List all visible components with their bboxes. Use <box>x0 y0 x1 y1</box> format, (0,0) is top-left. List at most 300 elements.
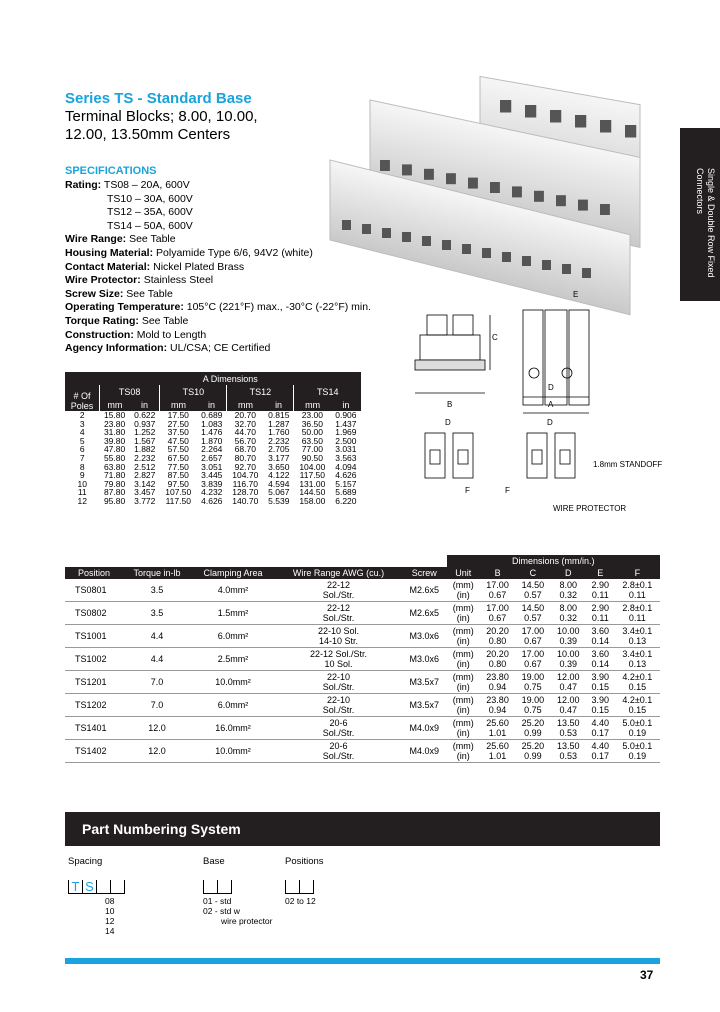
spec-row <box>65 342 395 356</box>
table-cell: 3.177 <box>268 452 290 463</box>
table-cell: 1.476 <box>201 427 223 438</box>
spacing-box <box>110 880 125 894</box>
unit-header: mm <box>100 398 130 411</box>
terminal-hole <box>402 232 411 242</box>
f-value: 0.15 <box>628 705 647 715</box>
table-cell: 6 <box>79 444 85 455</box>
table-cell: 1.287 <box>268 418 290 429</box>
dim-label-d-2: D <box>445 418 451 427</box>
terminal-hole <box>582 268 591 278</box>
b-cell <box>480 648 515 671</box>
f-value: 3.4±0.1 <box>622 626 653 636</box>
e-value: 0.15 <box>591 705 610 715</box>
table-cell: 57.50 <box>167 444 189 455</box>
d-value: 0.32 <box>559 590 578 600</box>
dim-label-a: A <box>548 400 554 409</box>
torque-cell: 7.0 <box>123 694 191 717</box>
footer-bar <box>65 958 660 964</box>
b-cell <box>480 579 515 602</box>
d-cell <box>551 671 586 694</box>
table-cell: 95.80 <box>103 495 126 506</box>
table-cell: 1.437 <box>335 418 357 429</box>
b-value: 0.80 <box>488 636 507 646</box>
wire-value: 22-10 <box>326 695 350 705</box>
e-cell <box>586 694 615 717</box>
column-header: C <box>515 567 550 579</box>
column-header: Screw <box>402 567 447 579</box>
wire-cell <box>275 740 402 763</box>
spec-row <box>65 329 395 343</box>
spec-rating-line: TS08 – 20A, 600V <box>103 179 190 191</box>
table-cell: 4.626 <box>201 495 223 506</box>
base-boxes <box>203 876 232 894</box>
terminal-hole <box>422 236 431 246</box>
positions-box <box>285 880 299 894</box>
c-value: 17.00 <box>521 649 545 659</box>
wire-cell <box>275 625 402 648</box>
table-cell: 5.067 <box>268 487 290 498</box>
b-cell <box>480 740 515 763</box>
column-header: D <box>551 567 586 579</box>
d-cell <box>551 579 586 602</box>
table-cell: 140.70 <box>232 495 259 506</box>
unit-value: (mm) <box>452 580 474 590</box>
spec-value: See Table <box>126 287 173 300</box>
b-cell <box>480 671 515 694</box>
unit-cell <box>447 717 480 740</box>
table-cell: 5 <box>79 435 85 446</box>
screw-cell: M4.0x9 <box>402 717 447 740</box>
table-cell: 63.50 <box>301 435 323 446</box>
spec-label: Wire Protector: <box>65 274 141 287</box>
table-cell: 2.232 <box>134 452 156 463</box>
wire-value: Sol./Str. <box>322 682 355 692</box>
b-value: 1.01 <box>488 728 507 738</box>
table-cell: 3.031 <box>335 444 357 455</box>
part-numbering-title: Part Numbering System <box>82 821 241 837</box>
dim-label-c: C <box>492 333 498 342</box>
c-value: 0.67 <box>524 636 542 646</box>
table-cell: 55.80 <box>103 452 126 463</box>
spec-value: UL/CSA; CE Certified <box>170 342 271 355</box>
base-box <box>217 880 232 894</box>
f-cell <box>615 694 660 717</box>
spacing-box <box>96 880 110 894</box>
torque-cell: 12.0 <box>123 740 191 763</box>
spec-value: Nickel Plated Brass <box>153 260 245 273</box>
table-cell: 2.705 <box>268 444 290 455</box>
wire-value: 22-12 <box>326 580 350 590</box>
f-value: 4.2±0.1 <box>622 672 653 682</box>
spec-row <box>65 288 395 302</box>
d-value: 8.00 <box>559 603 578 613</box>
wire-cell <box>275 579 402 602</box>
table-cell: 117.50 <box>299 470 326 481</box>
screw-cell: M3.0x6 <box>402 648 447 671</box>
table-cell: 0.906 <box>335 410 357 420</box>
e-cell <box>586 579 615 602</box>
series-group-header: TS12 <box>227 385 294 398</box>
side-view-drawing <box>415 315 490 393</box>
table-cell: 2 <box>79 410 85 420</box>
dim-label-f-2: F <box>505 486 510 495</box>
spec-row <box>65 247 395 261</box>
poles-header: # Of Poles <box>65 372 100 411</box>
d-cell <box>551 694 586 717</box>
terminal-hole <box>542 260 551 270</box>
table-row <box>65 717 660 740</box>
clamping-area-cell: 4.0mm² <box>191 579 275 602</box>
table-cell: 11 <box>77 487 87 498</box>
e-value: 3.60 <box>591 626 610 636</box>
specs-table <box>65 555 660 763</box>
table-cell: 23.00 <box>301 410 323 420</box>
f-value: 0.11 <box>628 613 646 623</box>
unit-value: (mm) <box>452 741 474 751</box>
table-cell: 3.142 <box>134 478 156 489</box>
wire-value: Sol./Str. <box>322 590 355 600</box>
b-value: 23.80 <box>486 695 509 705</box>
table-row <box>65 497 361 506</box>
table-cell: 2.264 <box>201 444 223 455</box>
table-cell: 104.00 <box>299 461 326 472</box>
spec-row <box>65 301 395 315</box>
spec-value: 105°C (221°F) max., -30°C (-22°F) min. <box>186 301 372 314</box>
table-cell: 0.815 <box>268 410 290 420</box>
unit-cell <box>447 671 480 694</box>
column-header: Torque in-lb <box>123 567 191 579</box>
table-cell: 3.051 <box>201 461 223 472</box>
table-cell: 4.122 <box>268 470 290 481</box>
d-value: 0.47 <box>559 705 578 715</box>
torque-cell: 3.5 <box>123 602 191 625</box>
unit-cell <box>447 694 480 717</box>
e-value: 2.90 <box>591 580 610 590</box>
c-value: 0.67 <box>524 659 542 669</box>
d-value: 0.47 <box>559 682 578 692</box>
unit-value: (mm) <box>452 626 474 636</box>
b-value: 20.20 <box>486 649 509 659</box>
e-cell <box>586 648 615 671</box>
spec-rating-line: TS10 – 30A, 600V <box>107 192 193 205</box>
b-value: 0.94 <box>488 705 507 715</box>
dim-label-d-3: D <box>547 418 553 427</box>
table-cell: 3 <box>79 418 85 429</box>
table-cell: 4 <box>79 427 85 438</box>
table-cell: 67.50 <box>167 452 189 463</box>
c-value: 14.50 <box>521 580 545 590</box>
positions-boxes <box>285 876 314 894</box>
b-value: 25.60 <box>486 741 509 751</box>
b-value: 23.80 <box>486 672 509 682</box>
page-number: 37 <box>640 968 654 982</box>
b-cell <box>480 625 515 648</box>
spacing-options <box>105 896 114 936</box>
c-value: 17.00 <box>521 626 545 636</box>
d-value: 12.00 <box>557 695 580 705</box>
terminal-hole <box>600 120 611 133</box>
table-cell: 23.80 <box>103 418 126 429</box>
f-value: 0.11 <box>628 590 646 600</box>
screw-cell: M2.6x5 <box>402 579 447 602</box>
e-cell <box>586 671 615 694</box>
unit-header: mm <box>294 398 331 411</box>
c-cell <box>515 671 550 694</box>
terminal-hole <box>462 244 471 254</box>
d-value: 0.32 <box>559 613 578 623</box>
f-cell <box>615 740 660 763</box>
unit-header: in <box>130 398 160 411</box>
c-value: 19.00 <box>521 672 545 682</box>
clamping-area-cell: 1.5mm² <box>191 602 275 625</box>
table-cell: 87.50 <box>167 470 189 481</box>
table-cell: 8 <box>79 461 85 472</box>
specifications-heading: SPECIFICATIONS <box>65 165 157 177</box>
table-cell: 3.563 <box>335 452 357 463</box>
front-view-drawing <box>523 310 589 413</box>
wire-cell <box>275 694 402 717</box>
unit-value: (mm) <box>452 672 474 682</box>
wire-value: 22-10 Sol. <box>317 626 359 636</box>
table-cell: 17.50 <box>167 410 189 420</box>
c-value: 14.50 <box>521 603 545 613</box>
table-cell: 90.50 <box>301 452 323 463</box>
table-cell: 27.50 <box>167 418 189 429</box>
table-cell: 5.539 <box>268 495 290 506</box>
spec-row <box>65 261 395 275</box>
b-value: 0.80 <box>488 659 507 669</box>
f-cell <box>615 579 660 602</box>
table-row <box>65 694 660 717</box>
table-cell: 0.937 <box>134 418 156 429</box>
unit-value: (in) <box>456 728 470 738</box>
series-group-header: TS10 <box>160 385 227 398</box>
f-value: 0.15 <box>628 682 647 692</box>
b-value: 0.67 <box>488 590 507 600</box>
wire-value: Sol./Str. <box>322 751 355 761</box>
d-value: 0.53 <box>559 728 578 738</box>
e-value: 4.40 <box>591 718 610 728</box>
position-cell: TS1401 <box>65 717 123 740</box>
f-cell <box>615 717 660 740</box>
b-value: 0.67 <box>488 613 507 623</box>
unit-cell <box>447 579 480 602</box>
spec-rating-label: Rating: <box>65 179 102 191</box>
terminal-hole <box>402 164 412 175</box>
spec-label: Housing Material: <box>65 246 154 259</box>
unit-cell <box>447 740 480 763</box>
unit-value: (in) <box>456 705 470 715</box>
terminal-hole <box>442 240 451 250</box>
unit-cell <box>447 648 480 671</box>
e-value: 0.11 <box>591 613 609 623</box>
table-cell: 5.689 <box>335 487 357 498</box>
table-cell: 92.70 <box>234 461 256 472</box>
terminal-hole <box>380 160 390 171</box>
spec-rating-line: TS12 – 35A, 600V <box>107 206 193 219</box>
wire-value: 14-10 Str. <box>318 636 358 646</box>
table-cell: 56.70 <box>234 435 256 446</box>
e-value: 2.90 <box>591 603 610 613</box>
d-cell <box>551 625 586 648</box>
table-cell: 37.50 <box>167 427 189 438</box>
table-cell: 131.00 <box>299 478 326 489</box>
unit-value: (mm) <box>452 695 474 705</box>
b-cell <box>480 602 515 625</box>
table-cell: 4.594 <box>268 478 290 489</box>
base-options <box>203 896 273 926</box>
table-cell: 12 <box>77 495 87 506</box>
table-cell: 6.220 <box>335 495 357 506</box>
table-cell: 0.689 <box>201 410 223 420</box>
wire-value: 20-6 <box>329 718 348 728</box>
table-cell: 20.70 <box>234 410 256 420</box>
positions-box <box>299 880 314 894</box>
table-cell: 7 <box>79 452 85 463</box>
a-dimensions-table <box>65 372 361 506</box>
wire-value: 20-6 <box>329 741 348 751</box>
c-cell <box>515 602 550 625</box>
clamping-area-cell: 16.0mm² <box>191 717 275 740</box>
f-cell <box>615 648 660 671</box>
c-cell <box>515 625 550 648</box>
spec-value: Polyamide Type 6/6, 94V2 (white) <box>156 246 313 259</box>
spec-rating <box>65 179 395 193</box>
torque-cell: 12.0 <box>123 717 191 740</box>
table-cell: 1.567 <box>134 435 156 446</box>
e-value: 0.14 <box>591 636 610 646</box>
table-cell: 144.50 <box>299 487 326 498</box>
spec-value: Stainless Steel <box>143 274 214 287</box>
f-cell <box>615 625 660 648</box>
screw-cell: M3.5x7 <box>402 671 447 694</box>
table-cell: 47.50 <box>167 435 189 446</box>
column-header: Unit <box>447 567 480 579</box>
part-number-prefix-boxes <box>68 876 125 894</box>
table-cell: 107.50 <box>165 487 192 498</box>
table-cell: 10 <box>77 478 87 489</box>
table-cell: 36.50 <box>301 418 323 429</box>
table-cell: 9 <box>79 470 85 481</box>
f-value: 4.2±0.1 <box>622 695 653 705</box>
wire-value: Sol./Str. <box>322 728 355 738</box>
wire-value: 22-12 <box>326 603 350 613</box>
table-cell: 104.70 <box>232 470 259 481</box>
column-header: E <box>586 567 615 579</box>
e-value: 0.14 <box>591 659 610 669</box>
unit-value: (in) <box>456 682 470 692</box>
clamping-area-cell: 6.0mm² <box>191 625 275 648</box>
position-cell: TS0802 <box>65 602 123 625</box>
series-group-header: TS08 <box>100 385 160 398</box>
f-value: 0.13 <box>628 659 647 669</box>
spec-label: Wire Range: <box>65 233 127 246</box>
e-value: 3.90 <box>591 672 610 682</box>
base-box <box>203 880 217 894</box>
table-cell: 15.80 <box>103 410 126 420</box>
table-cell: 2.512 <box>134 461 156 472</box>
wire-value: 22-12 Sol./Str. <box>309 649 368 659</box>
torque-cell: 3.5 <box>123 579 191 602</box>
standoff-label: 1.8mm STANDOFF <box>593 460 663 469</box>
wire-value: 22-10 <box>326 672 350 682</box>
terminal-hole <box>500 100 511 113</box>
spec-label: Agency Information: <box>65 342 168 355</box>
spec-row <box>65 233 395 247</box>
table-cell: 4.232 <box>201 487 223 498</box>
base-label: Base <box>203 856 225 867</box>
unit-value: (mm) <box>452 603 474 613</box>
wire-cell <box>275 671 402 694</box>
dimensions-header: Dimensions (mm/in.) <box>447 555 660 567</box>
f-cell <box>615 671 660 694</box>
unit-header: in <box>331 398 361 411</box>
spec-label: Contact Material: <box>65 260 151 273</box>
screw-cell: M4.0x9 <box>402 740 447 763</box>
table-cell: 39.80 <box>103 435 126 446</box>
table-cell: 4.626 <box>335 470 357 481</box>
wire-protector-label: WIRE PROTECTOR <box>553 504 627 513</box>
c-cell <box>515 648 550 671</box>
terminal-hole <box>550 110 561 123</box>
c-value: 0.99 <box>524 751 542 761</box>
table-cell: 0.622 <box>134 410 156 420</box>
spacing-option: 08 <box>105 896 115 906</box>
part-numbering-bar <box>65 812 660 846</box>
table-cell: 47.80 <box>103 444 126 455</box>
table-cell: 63.80 <box>103 461 126 472</box>
table-row <box>65 740 660 763</box>
wire-value: 10 Sol. <box>324 659 353 669</box>
c-cell <box>515 694 550 717</box>
spec-value: See Table <box>141 314 189 327</box>
wire-cell <box>275 648 402 671</box>
b-value: 17.00 <box>486 580 509 590</box>
table-cell: 50.00 <box>301 427 323 438</box>
positions-range: 02 to 12 <box>285 896 316 906</box>
d-value: 0.39 <box>559 636 578 646</box>
terminal-hole <box>522 256 531 266</box>
terminal-hole <box>525 105 536 118</box>
unit-cell <box>447 625 480 648</box>
d-value: 12.00 <box>557 672 580 682</box>
spacing-label: Spacing <box>68 856 103 867</box>
terminal-hole <box>556 195 566 206</box>
base-option: 02 - std w <box>203 906 240 916</box>
table-cell: 117.50 <box>165 495 191 506</box>
e-value: 4.40 <box>591 741 610 751</box>
page-title: Series TS - Standard Base <box>65 90 252 107</box>
screw-cell: M3.5x7 <box>402 694 447 717</box>
table-row <box>65 671 660 694</box>
c-value: 0.99 <box>524 728 542 738</box>
table-cell: 2.657 <box>201 452 223 463</box>
unit-value: (in) <box>456 590 470 600</box>
column-header: B <box>480 567 515 579</box>
unit-cell <box>447 602 480 625</box>
table-cell: 128.70 <box>232 487 259 498</box>
f-value: 5.0±0.1 <box>622 718 653 728</box>
terminal-hole <box>490 182 500 193</box>
c-value: 25.20 <box>521 741 545 751</box>
spec-value: Mold to Length <box>136 328 207 341</box>
dim-label-f: F <box>465 486 470 495</box>
table-row <box>65 579 660 602</box>
b-value: 20.20 <box>486 626 509 636</box>
table-cell: 79.80 <box>103 478 126 489</box>
torque-cell: 4.4 <box>123 625 191 648</box>
torque-cell: 4.4 <box>123 648 191 671</box>
